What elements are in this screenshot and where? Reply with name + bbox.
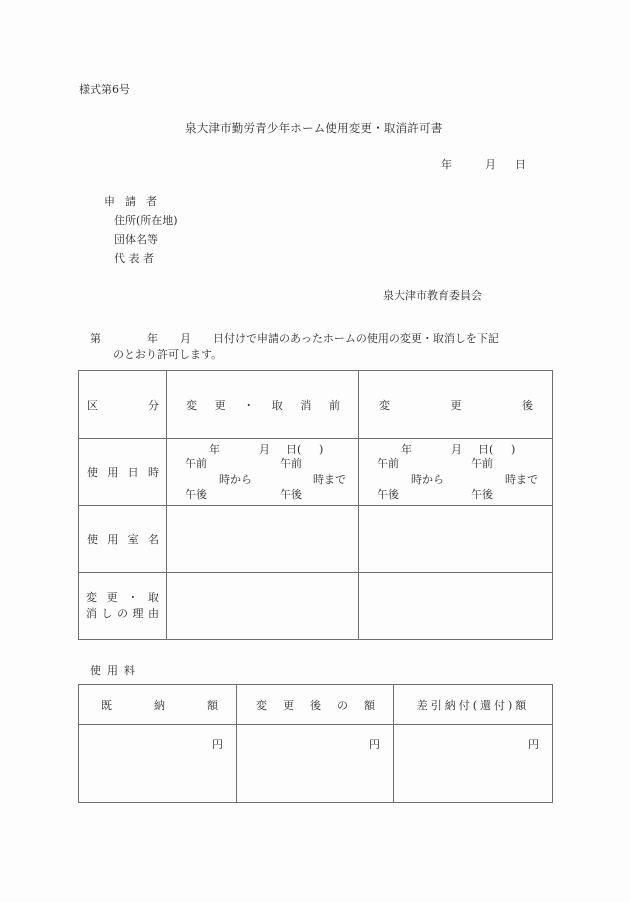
statement-prefix: 第 (90, 332, 101, 345)
date-day-label: 日 (515, 158, 526, 171)
label-text: の (117, 607, 128, 620)
room-after-cell[interactable] (359, 506, 553, 573)
fee-table (78, 684, 553, 803)
header-text: ・ (243, 398, 255, 412)
reason-before-cell[interactable] (167, 573, 359, 640)
label-room-name (79, 506, 167, 573)
label-text: 用 (107, 466, 119, 479)
label-text: 時 (147, 466, 159, 479)
permission-statement (90, 331, 499, 363)
label-text: 使 (87, 466, 98, 479)
difference-amount-cell[interactable] (394, 725, 553, 803)
organization-label: 団体名等 (114, 233, 158, 246)
dt-until: 時まで (505, 473, 538, 486)
header-text: 差引納付(還付)額 (416, 698, 530, 712)
header-text: 消 (300, 398, 312, 412)
dt-year: 年 (209, 443, 220, 456)
dt-close: ) (511, 443, 516, 456)
dt-from-am: 午前 (377, 457, 399, 470)
datetime-before-cell[interactable] (167, 439, 359, 506)
dt-from-am: 午前 (185, 457, 207, 470)
header-category (79, 371, 167, 439)
change-details-table (78, 370, 553, 640)
statement-month: 月 (180, 332, 191, 345)
header-text: 分 (148, 398, 159, 412)
label-text: 用 (107, 533, 119, 546)
yen-unit: 円 (369, 738, 380, 751)
dt-until: 時まで (313, 473, 346, 486)
header-paid-amount (79, 685, 237, 725)
dt-year: 年 (401, 443, 412, 456)
dt-until-am: 午前 (471, 457, 493, 470)
statement-text-1: 日付けで申請のあったホームの使用の変更・取消しを下記 (213, 332, 499, 345)
issue-date (441, 156, 526, 172)
header-text: 変 (256, 698, 267, 712)
header-text: 変 (379, 398, 390, 412)
dt-from: 時から (219, 473, 252, 486)
header-text: 更 (283, 698, 294, 712)
header-text: 区 (87, 398, 98, 412)
header-text: 後 (310, 698, 321, 712)
room-before-cell[interactable] (167, 506, 359, 573)
dt-month: 月 (259, 443, 270, 456)
label-text: 取 (147, 591, 159, 604)
dt-day: 日( (478, 443, 494, 456)
header-text: の (337, 698, 348, 712)
representative-label: 代 表 者 (114, 252, 154, 265)
date-month-label: 月 (485, 158, 496, 171)
dt-from-pm: 午後 (185, 488, 207, 501)
header-text: 更 (214, 398, 226, 412)
header-text: 既 (101, 698, 112, 712)
dt-from: 時から (411, 473, 444, 486)
paid-amount-cell[interactable] (79, 725, 237, 803)
header-text: 後 (522, 398, 533, 412)
document-title: 泉大津市勤労青少年ホーム使用変更・取消許可書 (185, 121, 443, 135)
dt-until-am: 午前 (280, 457, 302, 470)
header-text: 額 (207, 698, 218, 712)
label-text: 理 (132, 607, 144, 620)
statement-line-2: のとおり許可します。 (113, 348, 223, 361)
table-row-datetime (79, 439, 553, 506)
dt-month: 月 (451, 443, 462, 456)
header-difference-amount (394, 685, 553, 725)
datetime-after-cell[interactable] (359, 439, 553, 506)
label-text: 消 (86, 607, 97, 620)
dt-until-pm: 午後 (280, 488, 302, 501)
amount-after-change-cell[interactable] (237, 725, 394, 803)
label-change-reason (79, 573, 167, 640)
header-text: 納 (154, 698, 165, 712)
form-number: 様式第6号 (79, 83, 130, 96)
yen-unit: 円 (528, 738, 539, 751)
yen-unit: 円 (212, 738, 223, 751)
dt-day: 日( (286, 443, 302, 456)
header-after-change (359, 371, 553, 439)
header-amount-after-change (237, 685, 394, 725)
dt-close: ) (319, 443, 324, 456)
statement-line-1 (90, 331, 499, 347)
label-usage-datetime (79, 439, 167, 506)
table-header-row (79, 371, 553, 439)
label-text: 名 (147, 533, 159, 546)
dt-from-pm: 午後 (377, 488, 399, 501)
dt-until-pm: 午後 (471, 488, 493, 501)
label-text: 使 (87, 533, 98, 546)
fee-value-row (79, 725, 553, 803)
label-text: 由 (148, 607, 159, 620)
header-text: 額 (364, 698, 375, 712)
header-text: 取 (271, 398, 283, 412)
header-text: 更 (450, 398, 462, 412)
label-text: 変 (86, 591, 97, 604)
label-text: 日 (127, 466, 139, 479)
header-before-change (167, 371, 359, 439)
label-text: し (101, 607, 113, 620)
issuer-name: 泉大津市教育委員会 (383, 289, 482, 302)
table-row-room (79, 506, 553, 573)
statement-year: 年 (147, 332, 158, 345)
date-year-label: 年 (441, 158, 452, 171)
fee-header-row (79, 685, 553, 725)
label-text: ・ (127, 591, 139, 604)
label-text: 更 (106, 591, 118, 604)
applicant-block (104, 193, 178, 265)
applicant-heading: 申請者 (104, 195, 167, 208)
label-text: 室 (127, 533, 139, 546)
header-text: 前 (328, 398, 340, 412)
fee-section-title: 使用料 (90, 664, 141, 677)
reason-after-cell[interactable] (359, 573, 553, 640)
table-row-reason (79, 573, 553, 640)
header-text: 変 (186, 398, 197, 412)
address-label: 住所(所在地) (114, 214, 178, 227)
